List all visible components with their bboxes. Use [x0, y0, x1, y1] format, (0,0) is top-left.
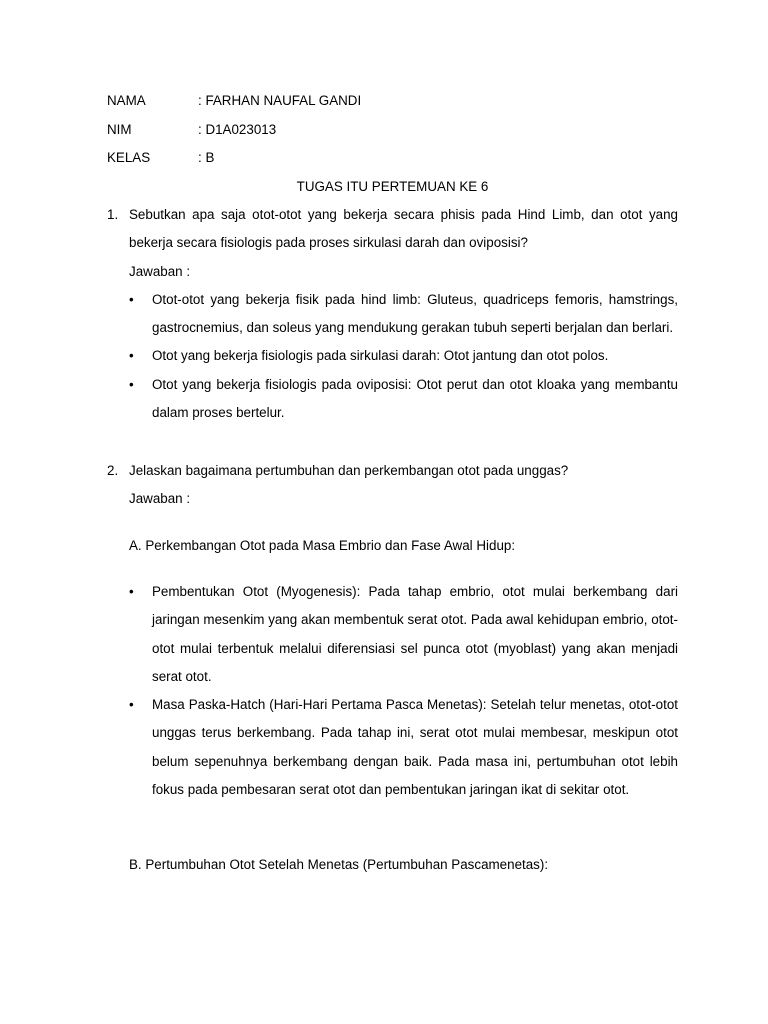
list-item-text: Otot yang bekerja fisiologis pada oviposisi: Otot perut dan otot kloaka yang membantu dalam proses bertelur.	[152, 376, 678, 421]
list-item	[107, 286, 678, 343]
section-a-list	[107, 578, 678, 804]
bullet-icon: •	[129, 376, 134, 392]
question-2-number: 2.	[107, 463, 119, 478]
list-item-text: Otot-otot yang bekerja fisik pada hind limb: Gluteus, quadriceps femoris, hamstrings, gastrocnemius, dan soleus yang mendukung gerakan tubuh seperti berjalan dan berlari.	[152, 291, 678, 336]
question-2	[107, 457, 678, 485]
question-2-block	[107, 457, 678, 514]
list-item	[107, 342, 678, 370]
nim-label: NIM	[107, 122, 132, 137]
header-nim-row	[107, 120, 276, 140]
question-1-number: 1.	[107, 207, 119, 222]
bullet-icon: •	[129, 348, 134, 364]
bullet-icon: •	[129, 584, 134, 599]
section-a-heading: A. Perkembangan Otot pada Masa Embrio dan Fase Awal Hidup:	[129, 538, 516, 553]
question-2-text: Jelaskan bagaimana pertumbuhan dan perkembangan otot pada unggas?	[129, 463, 569, 478]
question-2-answer-label: Jawaban :	[129, 491, 191, 507]
document-title: TUGAS ITU PERTEMUAN KE 6	[296, 179, 489, 194]
section-b-heading: B. Pertumbuhan Otot Setelah Menetas (Pertumbuhan Pascamenetas):	[129, 857, 549, 872]
list-item-text: Otot yang bekerja fisiologis pada sirkulasi darah: Otot jantung dan otot polos.	[152, 348, 609, 364]
list-item	[107, 371, 678, 428]
nama-value: : FARHAN NAUFAL GANDI	[198, 93, 362, 108]
list-item-text: Masa Paska-Hatch (Hari-Hari Pertama Pasca Menetas): Setelah telur menetas, otot-otot unggas terus berkembang. Pada tahap ini, serat otot mulai membesar, meskipun otot belum sepenuhnya berkembang dengan baik. Pada masa ini, pertumbuhan otot lebih fokus pada pembesaran serat otot dan pembentukan jaringan ikat di sekitar otot.	[152, 697, 678, 798]
header-kelas-row	[107, 148, 214, 168]
list-item	[107, 691, 678, 804]
bullet-icon: •	[129, 697, 134, 713]
header-nama-row	[107, 91, 361, 111]
question-1-answer-label: Jawaban :	[129, 263, 191, 279]
question-1-block	[107, 201, 678, 427]
list-item	[107, 578, 678, 691]
kelas-value: : B	[198, 150, 215, 165]
question-1-text: Sebutkan apa saja otot-otot yang bekerja secara phisis pada Hind Limb, dan otot yang bekerja secara fisiologis pada proses sirkulasi darah dan oviposisi?	[129, 207, 678, 251]
question-1	[107, 201, 678, 258]
nama-label: NAMA	[107, 93, 146, 108]
question-1-answer-list	[107, 286, 678, 427]
list-item-text: Pembentukan Otot (Myogenesis): Pada tahap embrio, otot mulai berkembang dari jaringan mesenkim yang akan membentuk serat otot. Pada awal kehidupan embrio, otot-otot mulai terbentuk melalui diferensiasi sel punca otot (myoblast) yang akan menjadi serat otot.	[152, 584, 678, 684]
bullet-icon: •	[129, 291, 134, 307]
nim-value: : D1A023013	[198, 122, 277, 137]
section-a-list-block	[107, 578, 678, 804]
kelas-label: KELAS	[107, 150, 151, 165]
